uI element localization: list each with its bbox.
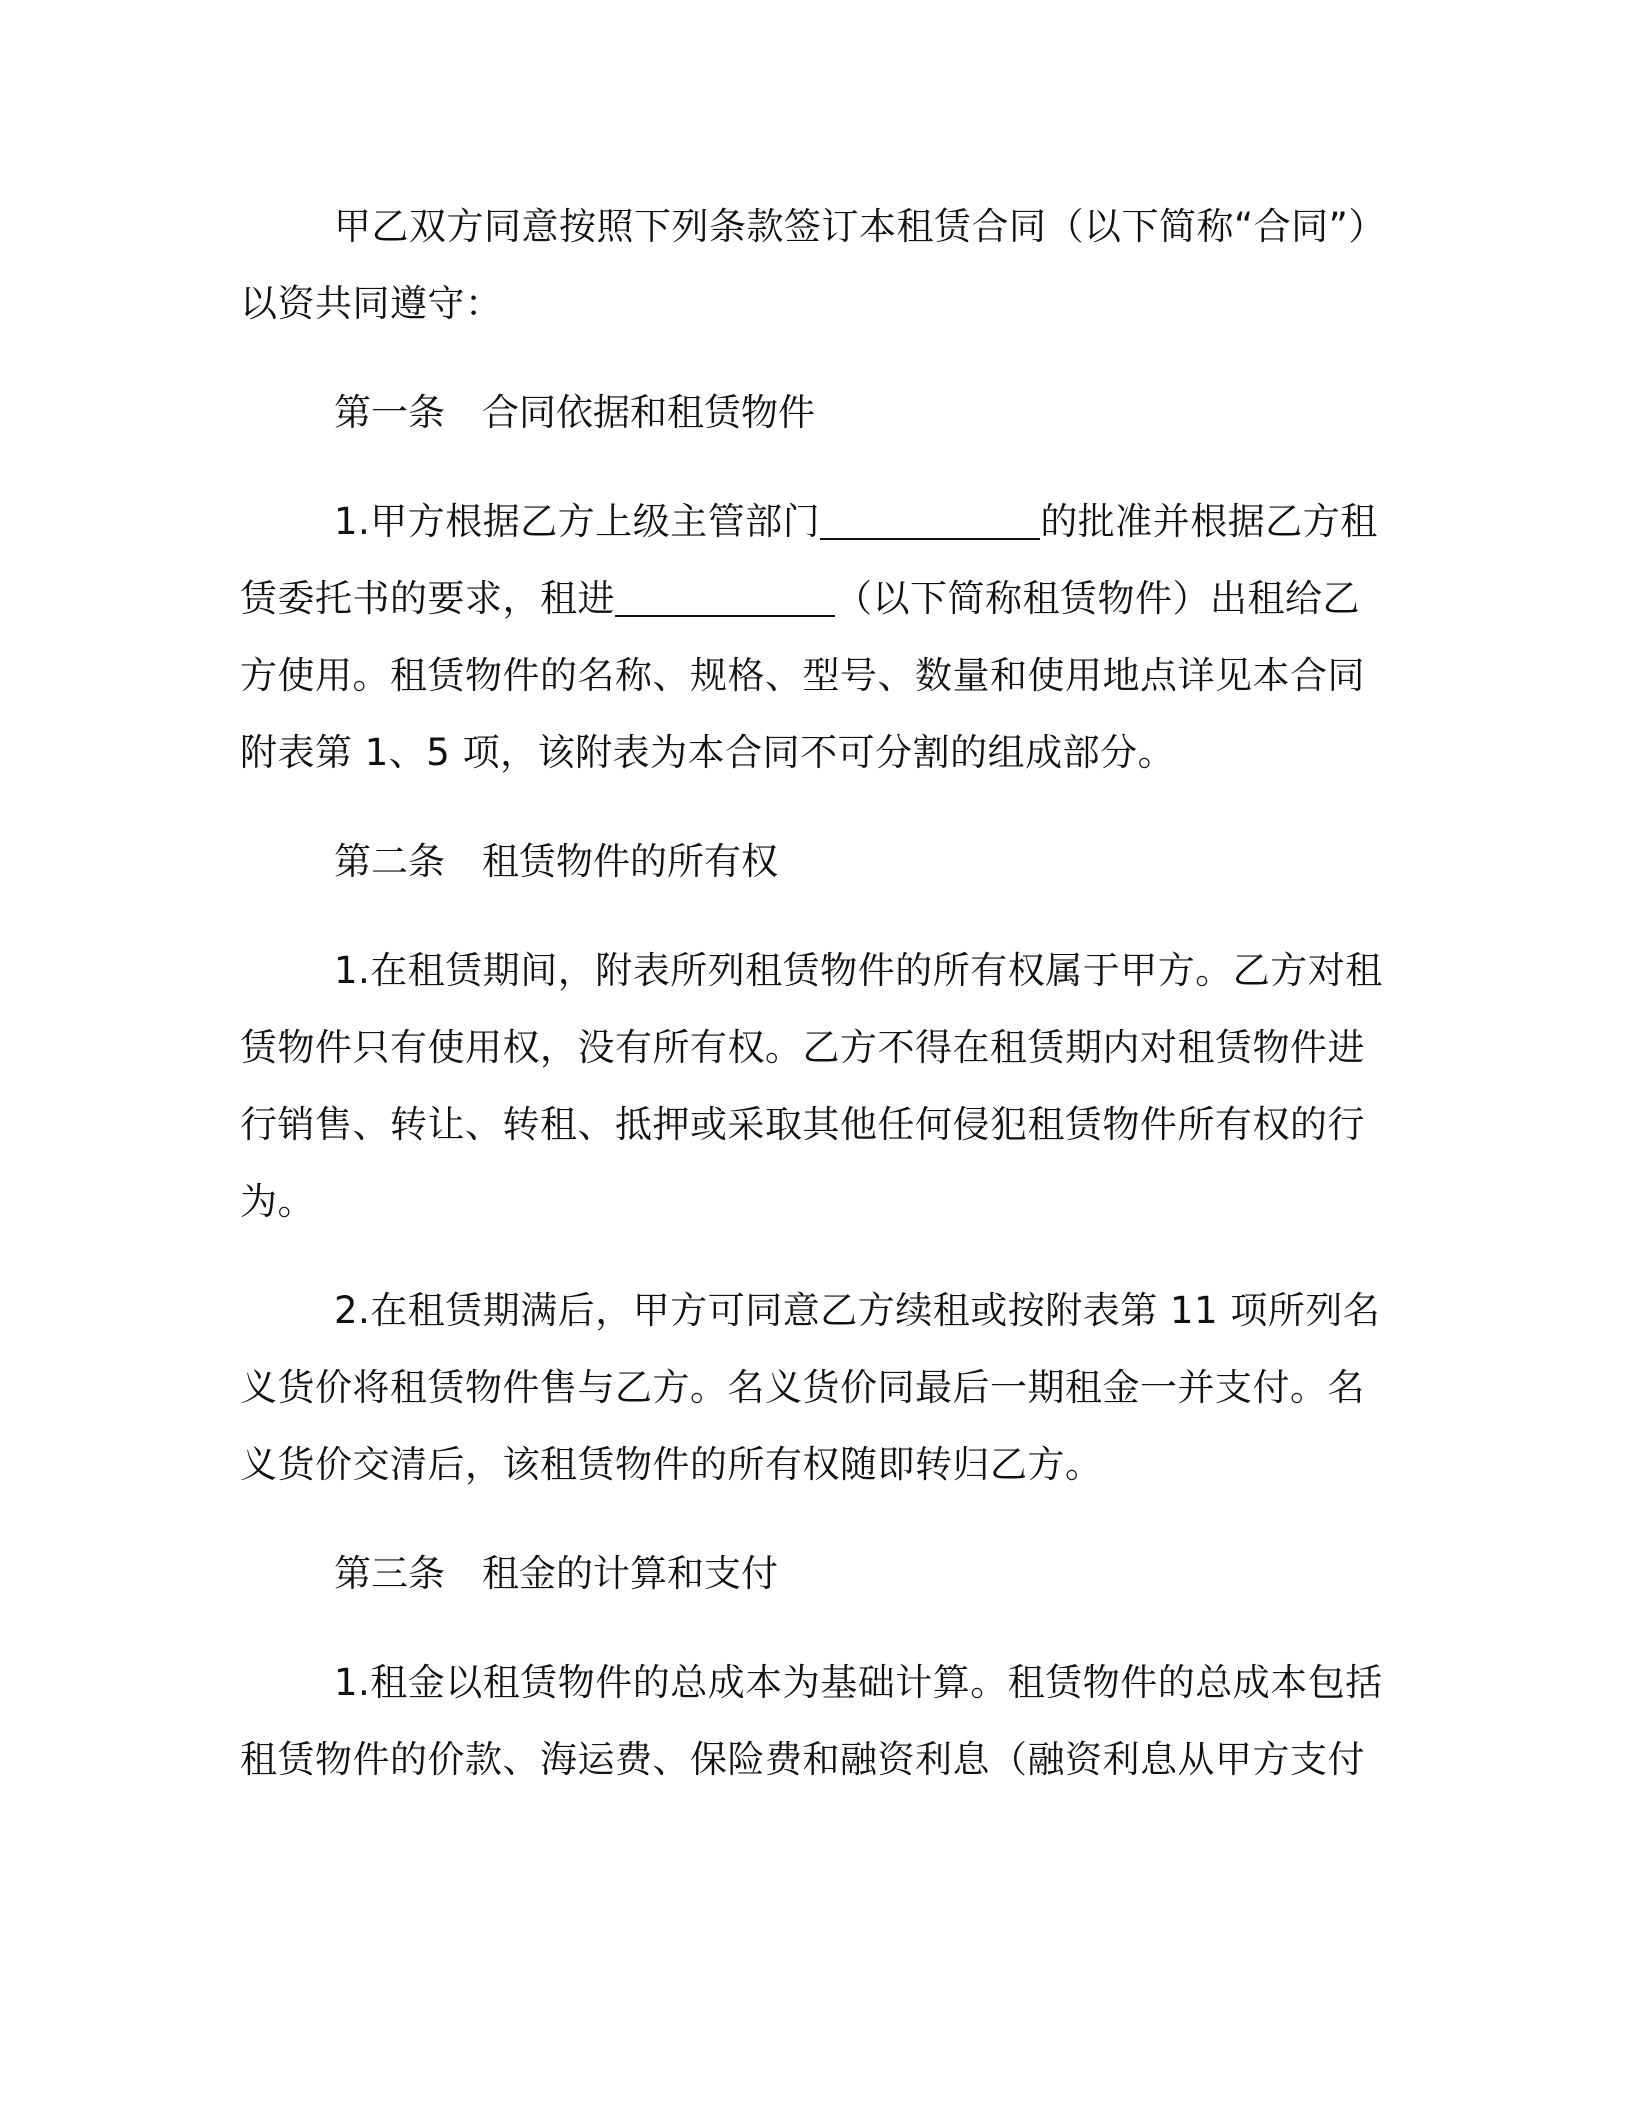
article-3-item-1	[240, 1644, 1390, 1798]
article-2-heading: 第二条 租赁物件的所有权	[334, 840, 778, 883]
article-2-item-2-line-1: 2.在租赁期满后，甲方可同意乙方续租或按附表第 11 项所列名	[334, 1289, 1381, 1332]
intro-paragraph	[240, 188, 1390, 342]
article-2-item-2-line-2: 义货价将租赁物件售与乙方。名义货价同最后一期租金一并支付。名	[240, 1366, 1365, 1409]
article-2-item-1	[240, 932, 1390, 1240]
text-segment: （以下简称租赁物件）出租给乙	[835, 577, 1360, 620]
article-1-item-1-line-4: 附表第 1、5 项，该附表为本合同不可分割的组成部分。	[240, 731, 1176, 774]
blank-field-department[interactable]	[820, 498, 1040, 540]
article-2-item-2	[240, 1272, 1390, 1503]
text-segment: 1.甲方根据乙方上级主管部门	[334, 500, 821, 543]
article-3-heading: 第三条 租金的计算和支付	[334, 1552, 778, 1595]
article-1-item-1	[240, 483, 1390, 791]
article-2-item-1-line-1: 1.在租赁期间，附表所列租赁物件的所有权属于甲方。乙方对租	[334, 949, 1383, 992]
article-3-item-1-line-1: 1.租金以租赁物件的总成本为基础计算。租赁物件的总成本包括	[334, 1661, 1383, 1704]
article-1-item-1-line-1	[240, 483, 1390, 560]
article-2-item-1-line-2: 赁物件只有使用权，没有所有权。乙方不得在租赁期内对租赁物件进	[240, 1026, 1365, 1069]
article-1-item-1-line-3: 方使用。租赁物件的名称、规格、型号、数量和使用地点详见本合同	[240, 654, 1365, 697]
article-2-item-2-line-3: 义货价交清后，该租赁物件的所有权随即转归乙方。	[240, 1443, 1103, 1486]
text-segment: 的批准并根据乙方租	[1040, 500, 1378, 543]
text-segment: 赁委托书的要求，租进	[240, 577, 615, 620]
blank-field-leased-item[interactable]	[615, 575, 835, 617]
intro-line-2: 以资共同遵守：	[240, 282, 503, 325]
article-2-item-1-line-3: 行销售、转让、转租、抵押或采取其他任何侵犯租赁物件所有权的行	[240, 1103, 1365, 1146]
document-page	[240, 188, 1390, 1798]
article-2-item-1-line-4: 为。	[240, 1180, 315, 1223]
intro-line-1: 甲乙双方同意按照下列条款签订本租赁合同（以下简称“合同”）	[334, 205, 1386, 248]
article-1-heading: 第一条 合同依据和租赁物件	[334, 391, 815, 434]
article-3-item-1-line-2: 租赁物件的价款、海运费、保险费和融资利息（融资利息从甲方支付	[240, 1738, 1365, 1781]
article-1-item-1-line-2	[240, 560, 1390, 637]
